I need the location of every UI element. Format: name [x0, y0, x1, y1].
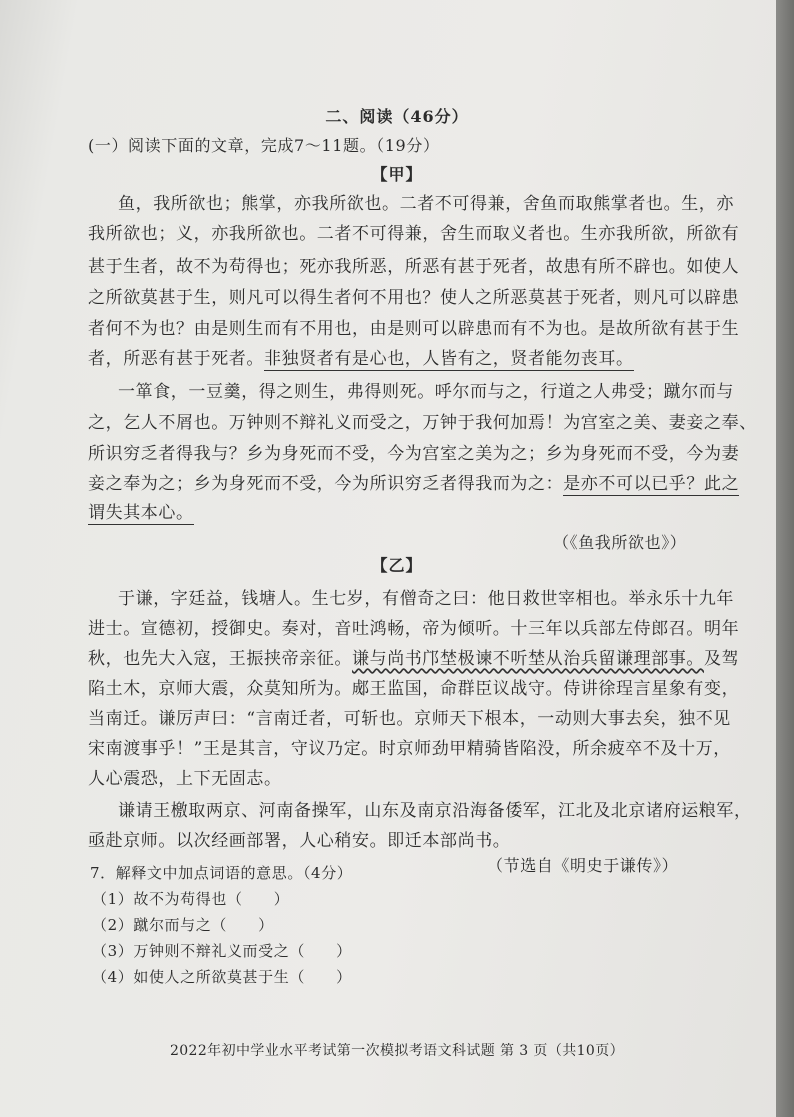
jia-underlined-question-a: 是亦不可以已乎？此之: [563, 474, 740, 494]
jia-para2-line-1: 一箪食，一豆羹，得之则生，弗得则死。呼尔而与之，行道之人弗受；蹴尔而与: [118, 382, 734, 402]
jia-para2-line-4-text: 妾之奉为之；乡为身死而不受，今为所识穷乏者得我而为之：: [88, 474, 564, 494]
jia-line-1: 鱼，我所欲也；熊掌，亦我所欲也。二者不可得兼，舍鱼而取熊掌者也。生，亦: [118, 194, 734, 214]
jia-line-6-text: 者，所恶有甚于死者。: [88, 349, 264, 369]
jia-source: （《鱼我所欲也》）: [553, 533, 687, 552]
yi-line-2: 进士。宣德初，授御史。奏对，音吐鸿畅，帝为倾听。十三年以兵部左侍郎召。明年: [88, 619, 740, 639]
jia-para2-line-3: 所识穷乏者得我与？乡为身死而不受，今为宫室之美为之；乡为身死而不受，今为妻: [88, 444, 740, 464]
jia-para2-line-5: [88, 498, 194, 523]
question-7-item-3: （3）万钟则不辩礼义而受之（ ）: [92, 942, 352, 960]
yi-para2-line-1: 谦请王檄取两京、河南备操军，山东及南京沿海备倭军，江北及北京诸府运粮军，: [118, 801, 752, 821]
passage-jia-label: 【甲】: [371, 165, 423, 184]
jia-line-3: 甚于生者，故不为苟得也；死亦我所恶，所恶有甚于死者，故患有所不辟也。如使人: [88, 257, 740, 277]
yi-line-3: [88, 644, 739, 669]
jia-line-2: 我所欲也；义，亦我所欲也。二者不可得兼，舍生而取义者也。生亦我所欲，所欲有: [88, 224, 740, 244]
yi-line-3-tail: 及驾: [704, 649, 740, 669]
yi-line-1: 于谦，字廷益，钱塘人。生七岁，有僧奇之曰：他日救世宰相也。举永乐十九年: [118, 589, 734, 609]
section-title: 二、阅读（46分）: [325, 107, 469, 126]
jia-underlined-question-b: 谓失其本心。: [88, 503, 194, 523]
jia-line-5: 者何不为也？由是则生而有不用也，由是则可以辟患而有不为也。是故所欲有甚于生: [88, 319, 740, 339]
yi-para2-line-2: 亟赴京师。以次经画部署，人心稍安。即迁本部尚书。: [88, 831, 511, 851]
page-footer: 2022年初中学业水平考试第一次模拟考语文科试题 第 3 页（共10页）: [169, 1043, 625, 1059]
jia-underlined-sentence: 非独贤者有是心也，人皆有之，贤者能勿丧耳。: [264, 349, 634, 369]
question-7-stem: 7．解释文中加点词语的意思。（4分）: [90, 864, 353, 882]
yi-underlined-sentence: 谦与尚书邝埜极谏不听埜从治兵留谦理部事。: [352, 649, 704, 669]
part1-instruction: (一）阅读下面的文章，完成7～11题。（19分）: [88, 136, 440, 155]
passage-yi-label: 【乙】: [371, 556, 423, 575]
question-7-item-4: （4）如使人之所欲莫甚于生（ ）: [92, 968, 352, 986]
yi-line-3-text: 秋，也先大入寇，王振挟帝亲征。: [88, 649, 352, 669]
question-7-item-2: （2）蹴尔而与之（ ）: [92, 916, 274, 934]
yi-source: （节选自《明史于谦传》）: [487, 856, 679, 875]
yi-line-5: 当南迁。谦厉声曰：“言南迁者，可斩也。京师天下根本，一动则大事去矣，独不见: [88, 709, 731, 729]
jia-line-4: 之所欲莫甚于生，则凡可以得生者何不用也？使人之所恶莫甚于死者，则凡可以辟患: [88, 288, 740, 308]
yi-line-6: 宋南渡事乎！”王是其言，守议乃定。时京师劲甲精骑皆陷没，所余疲卒不及十万，: [88, 739, 731, 759]
yi-line-7: 人心震恐，上下无固志。: [88, 769, 282, 789]
yi-line-4: 陷土木，京师大震，众莫知所为。郕王监国，命群臣议战守。侍讲徐珵言星象有变，: [88, 679, 740, 699]
page-edge-shadow: [776, 0, 794, 1117]
jia-para2-line-2: 之，乞人不屑也。万钟则不辩礼义而受之，万钟于我何加焉！为宫室之美、妻妾之奉、: [88, 413, 757, 433]
question-7-item-1: （1）故不为苟得也（ ）: [92, 890, 290, 908]
jia-para2-line-4: [88, 469, 739, 494]
jia-line-6: [88, 344, 634, 369]
